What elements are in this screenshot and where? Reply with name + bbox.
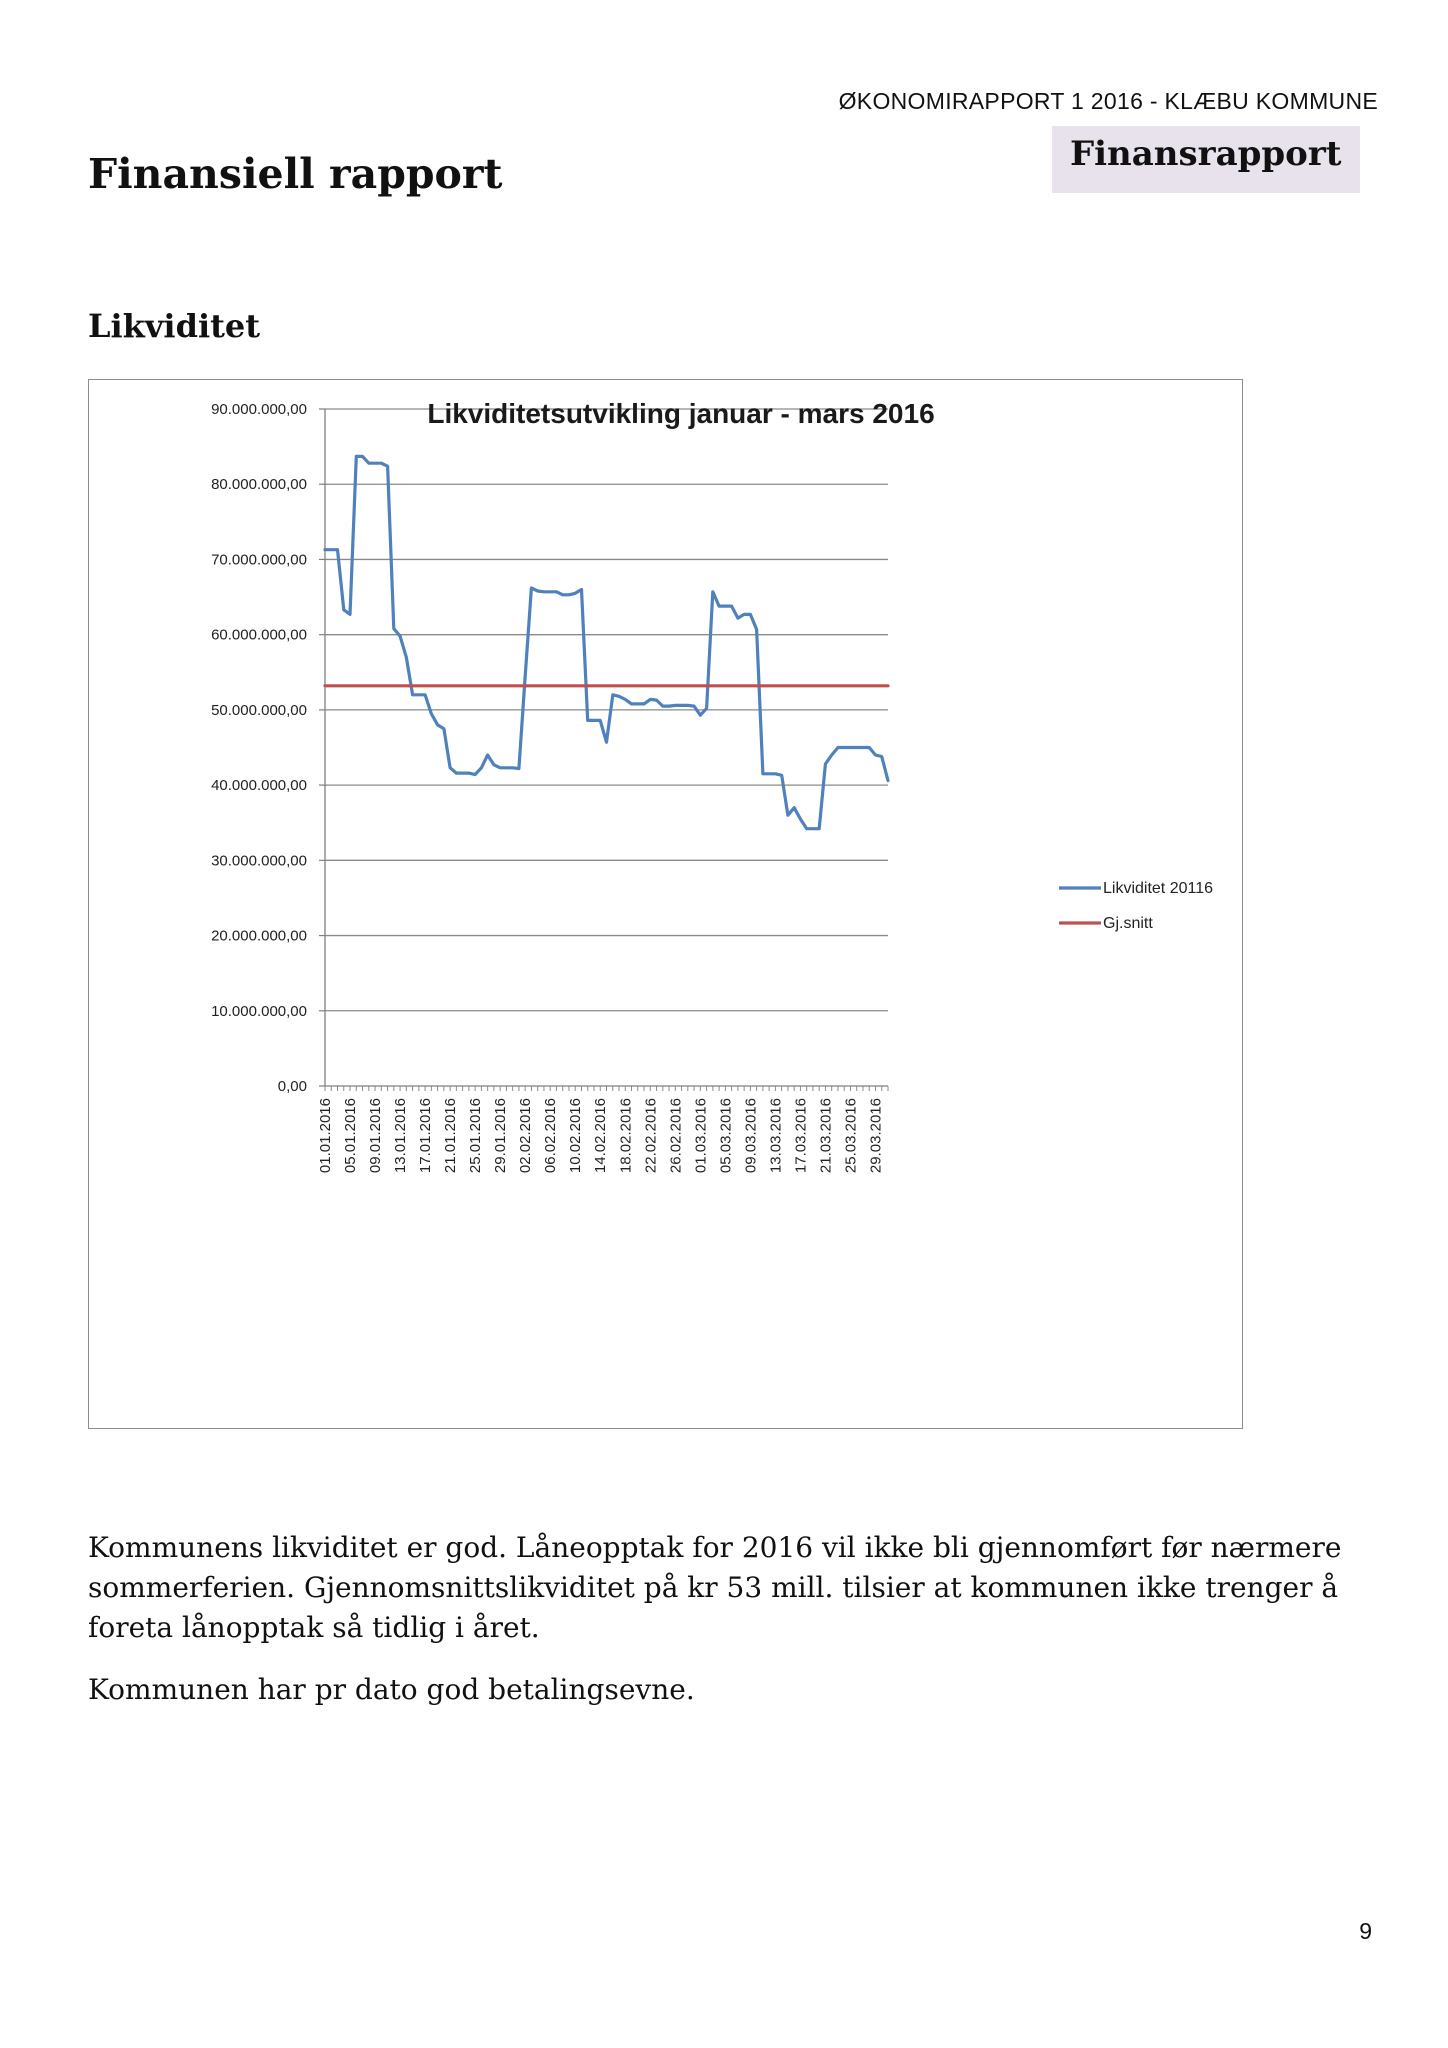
liquidity-chart [89, 380, 1241, 1427]
series-layer [325, 456, 888, 828]
y-tick-label: 10.000.000,00 [211, 1002, 307, 1020]
x-tick-label: 02.02.2016 [517, 1098, 535, 1174]
x-tick-label: 17.03.2016 [792, 1098, 810, 1174]
paragraph-payment-ability: Kommunen har pr dato god betalingsevne. [88, 1673, 695, 1706]
y-tick-label: 60.000.000,00 [211, 626, 307, 644]
page-title: Finansiell rapport [88, 150, 503, 198]
series-line-likviditet [325, 456, 888, 828]
x-tick-label: 18.02.2016 [617, 1098, 635, 1174]
x-tick-label: 01.01.2016 [317, 1098, 334, 1174]
x-tick-label: 01.03.2016 [692, 1098, 710, 1174]
section-badge: Finansrapport [1052, 126, 1360, 193]
x-tick-label: 09.03.2016 [742, 1098, 760, 1174]
x-tick-label: 22.02.2016 [642, 1098, 660, 1174]
chart-frame [88, 379, 1243, 1429]
y-tick-label: 30.000.000,00 [211, 852, 307, 870]
x-tick-label: 17.01.2016 [417, 1098, 435, 1174]
y-tick-layer [211, 401, 307, 1095]
x-tick-label: 25.03.2016 [842, 1098, 860, 1174]
y-tick-label: 0,00 [277, 1078, 307, 1095]
x-tick-label: 21.01.2016 [442, 1098, 460, 1174]
page-number: 9 [1359, 1918, 1372, 1944]
x-tick-label: 13.03.2016 [767, 1098, 785, 1174]
x-tick-label: 29.01.2016 [492, 1098, 510, 1174]
y-tick-label: 40.000.000,00 [211, 777, 307, 795]
chart-title: Likviditetsutvikling januar - mars 2016 [427, 398, 935, 429]
x-tick-label: 25.01.2016 [467, 1098, 485, 1174]
x-tick-label: 29.03.2016 [867, 1098, 885, 1174]
x-tick-label: 05.03.2016 [717, 1098, 735, 1174]
y-tick-label: 20.000.000,00 [211, 927, 307, 945]
x-tick-layer [317, 1098, 884, 1173]
legend-label: Gj.snitt [1103, 915, 1153, 932]
y-tick-label: 70.000.000,00 [211, 551, 307, 569]
y-tick-label: 50.000.000,00 [211, 701, 307, 719]
x-tick-label: 26.02.2016 [667, 1098, 685, 1174]
y-tick-label: 90.000.000,00 [211, 401, 307, 418]
x-tick-label: 21.03.2016 [817, 1098, 835, 1174]
grid-layer [319, 409, 888, 1091]
x-tick-label: 14.02.2016 [592, 1098, 610, 1174]
x-tick-label: 06.02.2016 [542, 1098, 560, 1174]
y-tick-label: 80.000.000,00 [211, 476, 307, 494]
section-subtitle: Likviditet [88, 307, 261, 345]
running-header: ØKONOMIRAPPORT 1 2016 - KLÆBU KOMMUNE [838, 88, 1378, 114]
x-tick-label: 13.01.2016 [392, 1098, 410, 1174]
x-tick-label: 09.01.2016 [367, 1098, 385, 1174]
legend [1059, 880, 1213, 932]
x-tick-label: 10.02.2016 [567, 1098, 585, 1174]
paragraph-liquidity-summary: Kommunens likviditet er god. Låneopptak for 2016 vil ikke bli gjennomført før nærmere sommerferien. Gjennomsnittslikviditet på kr 53 mill. tilsier at kommunen ikke trenger å foreta lånopptak så tidlig i året. [88, 1531, 1342, 1644]
legend-label: Likviditet 20116 [1103, 880, 1213, 897]
x-tick-label: 05.01.2016 [342, 1098, 360, 1174]
